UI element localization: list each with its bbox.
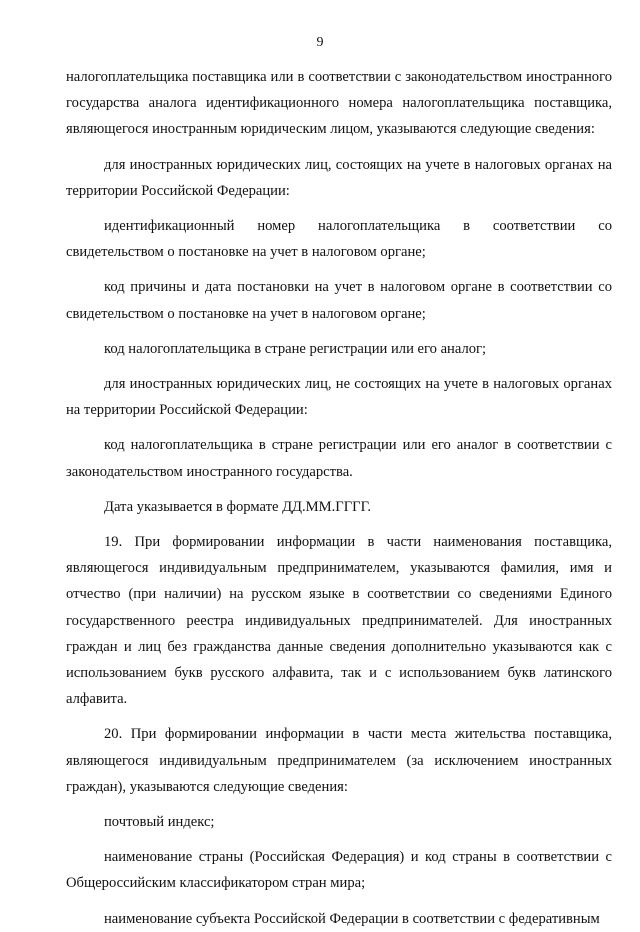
paragraph-5: код налогоплательщика в стране регистрации или его аналог; [104,340,487,357]
document-body [66,64,612,932]
paragraph-20: 20. При формировании информации в части места жительства поставщика, являющегося индивидуальным предпринимателем (за исключением иностранных граждан), указываются следующие сведения: [66,726,612,795]
paragraph-6: для иностранных юридических лиц, не состоящих на учете в налоговых органах на территории Российской Федерации: [66,376,612,419]
paragraph-subject: наименование субъекта Российской Федерации в соответствии с федеративным [104,910,600,927]
paragraph-19: 19. При формировании информации в части наименования поставщика, являющегося индивидуальным предпринимателем, указываются фамилия, имя и отчество (при наличии) на русском языке в соответствии со сведениями Единого государственного реестра индивидуальных предпринимателей. Для иностранных граждан и лиц без гражданства данные сведения дополнительно указываются как с использованием букв русского алфавита, так и с использованием букв латинского алфавита. [66,534,612,708]
paragraph-1: налогоплательщика поставщика или в соответствии с законодательством иностранного государства аналога идентификационного номера налогоплательщика поставщика, являющегося иностранным юридическим лицом, указываются следующие сведения: [66,69,612,138]
paragraph-postal-code: почтовый индекс; [104,814,215,831]
page-number: 9 [316,35,324,50]
paragraph-2: для иностранных юридических лиц, состоящих на учете в налоговых органах на территории Российской Федерации: [66,156,612,199]
paragraph-4: код причины и дата постановки на учет в налоговом органе в соответствии со свидетельством о постановке на учет в налоговом органе; [66,279,612,322]
paragraph-country: наименование страны (Российская Федерация) и код страны в соответствии с Общероссийским классификатором стран мира; [66,849,612,892]
paragraph-7: код налогоплательщика в стране регистрации или его аналог в соответствии с законодательством иностранного государства. [66,437,612,480]
paragraph-3: идентификационный номер налогоплательщика в соответствии со свидетельством о постановке на учет в налоговом органе; [66,218,612,261]
paragraph-8-date-format: Дата указывается в формате ДД.ММ.ГГГГ. [104,498,372,515]
